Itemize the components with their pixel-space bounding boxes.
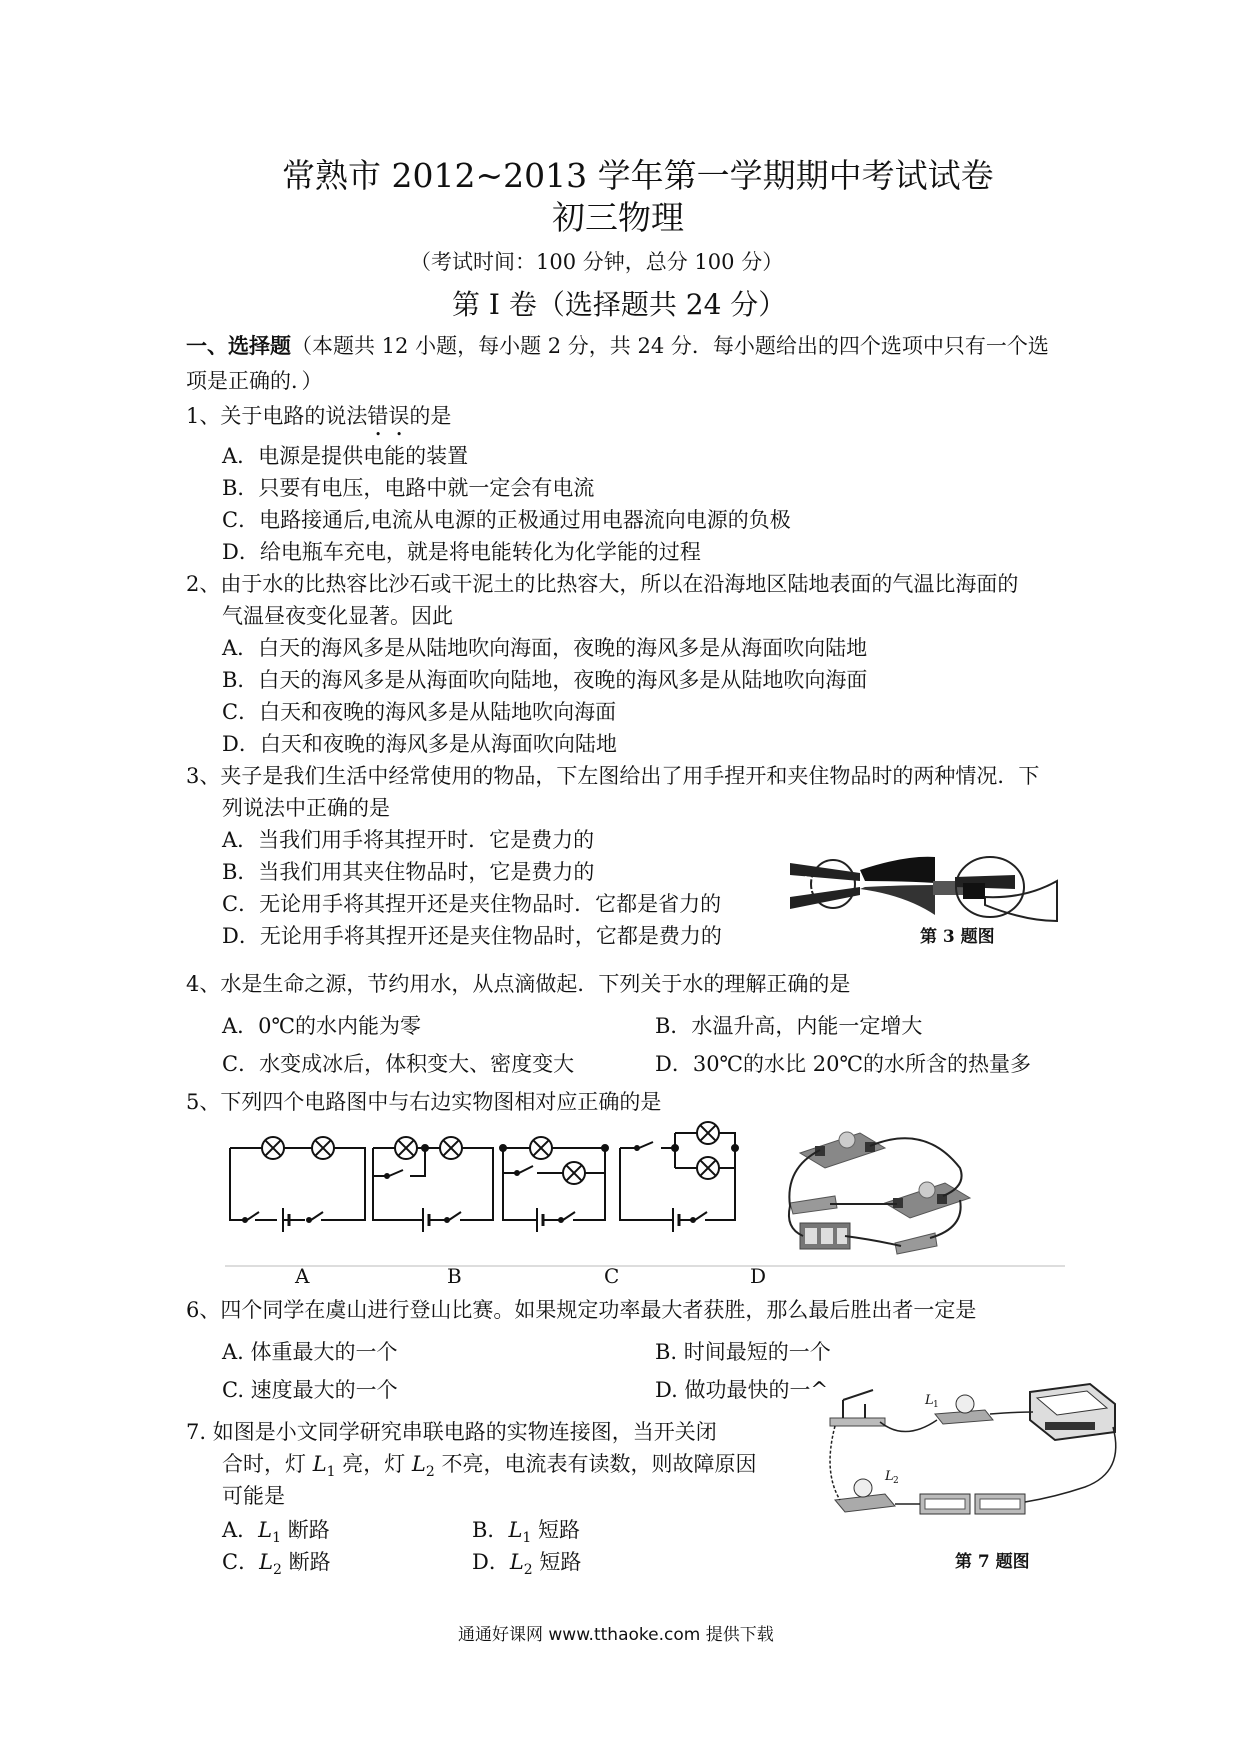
subscript: 2 <box>523 1562 533 1579</box>
q3-stem-2: 列说法中正确的是 <box>222 796 390 820</box>
q2-stem-1: 2、由于水的比热容比沙石或干泥土的比热容大，所以在沿海地区陆地表面的气温比海面的 <box>186 572 1019 596</box>
lamp-icon <box>697 1157 719 1179</box>
opt-suffix: 短路 <box>531 1518 580 1542</box>
lamp-icon <box>440 1137 462 1159</box>
q2-stem-2: 气温昼夜变化显著。因此 <box>222 604 453 628</box>
q1-option-c: C．电路接通后,电流从电源的正极通过用电器流向电源的负极 <box>222 508 791 532</box>
q4-option-d: D．30℃的水比 20℃的水所含的热量多 <box>655 1052 1031 1076</box>
exam-subject: 初三物理 <box>552 198 684 237</box>
svg-text:L: L <box>885 1469 894 1484</box>
exam-info: （考试时间：100 分钟，总分 100 分） <box>410 250 784 274</box>
q7-option-c <box>222 1546 331 1586</box>
subscript: 2 <box>273 1562 282 1579</box>
q4-option-c: C．水变成冰后，体积变大、密度变大 <box>222 1052 575 1076</box>
lamp-icon <box>262 1137 284 1159</box>
q2-option-a: A．白天的海风多是从陆地吹向海面，夜晚的海风多是从海面吹向陆地 <box>222 636 868 660</box>
q6-option-b: B. 时间最短的一个 <box>655 1340 831 1364</box>
q7-stem-2a: 合时，灯 <box>222 1452 313 1476</box>
q7-stem-2 <box>222 1448 756 1488</box>
q7-stem-2b: 亮，灯 <box>335 1452 412 1476</box>
q3-option-a: A．当我们用手将其捏开时．它是费力的 <box>222 828 595 852</box>
svg-text:L: L <box>925 1393 934 1408</box>
q5-label-a: A <box>295 1264 310 1288</box>
lamp-l-symbol: L <box>258 1518 273 1542</box>
svg-text:1: 1 <box>933 1400 939 1410</box>
q4-option-b: B．水温升高，内能一定增大 <box>655 1014 923 1038</box>
q5-stem: 5、下列四个电路图中与右边实物图相对应正确的是 <box>186 1090 662 1114</box>
q1-stem <box>186 400 451 441</box>
q3-option-d: D．无论用手将其捏开还是夹住物品时，它都是费力的 <box>222 924 722 948</box>
lamp-icon <box>697 1122 719 1144</box>
q2-option-c: C．白天和夜晚的海风多是从陆地吹向海面 <box>222 700 617 724</box>
opt-suffix: 短路 <box>532 1550 582 1574</box>
lamp-icon <box>530 1137 552 1159</box>
q3-caption: 第 3 题图 <box>920 927 995 947</box>
q3-stem-1: 3、夹子是我们生活中经常使用的物品，下左图给出了用手捏开和夹住物品时的两种情况．下 <box>186 764 1040 788</box>
exam-title: 常熟市 2012~2013 学年第一学期期中考试试卷 <box>282 156 994 195</box>
clip-closed-illustration <box>933 857 1057 921</box>
instruction-line-1: （本题共 12 小题，每小题 2 分，共 24 分．每小题给出的四个选项中只有一个选 <box>291 334 1049 358</box>
lamp-l-symbol: L <box>411 1452 426 1476</box>
q7-stem-3: 可能是 <box>222 1484 285 1508</box>
q7-stem-2c: 不亮，电流表有读数，则故障原因 <box>434 1452 757 1476</box>
q3-clip-figure <box>785 825 1065 935</box>
q6-option-c: C. 速度最大的一个 <box>222 1378 398 1402</box>
opt-prefix: C． <box>222 1550 260 1574</box>
opt-suffix: 断路 <box>281 1550 331 1574</box>
subscript: 2 <box>425 1464 435 1481</box>
q3-option-c: C．无论用手将其捏开还是夹住物品时．它都是省力的 <box>222 892 722 916</box>
q7-caption: 第 7 题图 <box>955 1552 1030 1572</box>
q6-option-a: A. 体重最大的一个 <box>222 1340 398 1364</box>
instruction-line-2: 项是正确的．） <box>186 369 323 393</box>
lamp-l-symbol: L <box>508 1518 523 1542</box>
q1-stem-pre: 1、关于电路的说法 <box>186 404 368 428</box>
lamp-l-symbol: L <box>312 1452 327 1476</box>
q2-option-b: B．白天的海风多是从海面吹向陆地，夜晚的海风多是从陆地吹向海面 <box>222 668 868 692</box>
lamp-l-symbol: L <box>259 1550 274 1574</box>
q7-option-d <box>472 1546 581 1586</box>
section-instruction <box>186 330 1049 362</box>
q7-stem-1: 7. 如图是小文同学研究串联电路的实物连接图，当开关闭 <box>186 1420 717 1444</box>
q7-series-circuit-figure <box>825 1382 1125 1542</box>
subscript: 1 <box>272 1530 282 1547</box>
circuit-b <box>373 1145 493 1232</box>
q6-option-d: D. 做功最快的一^ <box>655 1378 829 1402</box>
q5-label-c: C <box>604 1264 620 1288</box>
opt-prefix: B． <box>472 1518 509 1542</box>
footer-source: 通通好课网 www.tthaoke.com 提供下载 <box>458 1625 774 1645</box>
q1-stem-post: 的是 <box>409 404 452 428</box>
q1-option-d: D．给电瓶车充电，就是将电能转化为化学能的过程 <box>222 540 701 564</box>
opt-prefix: D． <box>472 1550 510 1574</box>
section-heading: 一、选择题 <box>186 333 291 358</box>
svg-text:2: 2 <box>893 1476 899 1486</box>
opt-prefix: A． <box>222 1518 259 1542</box>
q3-option-b: B．当我们用其夹住物品时，它是费力的 <box>222 860 595 884</box>
q1-stem-emphasis: 错误 <box>367 404 410 428</box>
q4-option-a: A．0℃的水内能为零 <box>222 1014 422 1038</box>
q1-option-b: B．只要有电压，电路中就一定会有电流 <box>222 476 595 500</box>
q5-label-d: D <box>750 1264 767 1288</box>
q6-stem: 6、四个同学在虞山进行登山比赛。如果规定功率最大者获胜，那么最后胜出者一定是 <box>186 1298 977 1322</box>
lamp-icon <box>312 1137 334 1159</box>
opt-suffix: 断路 <box>281 1518 330 1542</box>
part-title: 第 I 卷（选择题共 24 分） <box>452 288 787 321</box>
subscript: 1 <box>326 1464 336 1481</box>
lamp-icon <box>395 1137 417 1159</box>
lamp-icon <box>563 1162 585 1184</box>
q1-option-a: A．电源是提供电能的装置 <box>222 444 469 468</box>
q5-circuit-diagrams <box>225 1128 1085 1278</box>
clip-open-illustration <box>790 857 935 915</box>
q5-label-b: B <box>447 1264 462 1288</box>
q4-stem: 4、水是生命之源，节约用水，从点滴做起．下列关于水的理解正确的是 <box>186 972 851 996</box>
circuit-c <box>500 1145 608 1232</box>
circuit-d <box>620 1133 738 1232</box>
q2-option-d: D．白天和夜晚的海风多是从海面吹向陆地 <box>222 732 617 756</box>
circuit-a <box>230 1148 365 1232</box>
physical-circuit-illustration <box>789 1132 970 1254</box>
lamp-l-symbol: L <box>509 1550 524 1574</box>
subscript: 1 <box>522 1530 532 1547</box>
